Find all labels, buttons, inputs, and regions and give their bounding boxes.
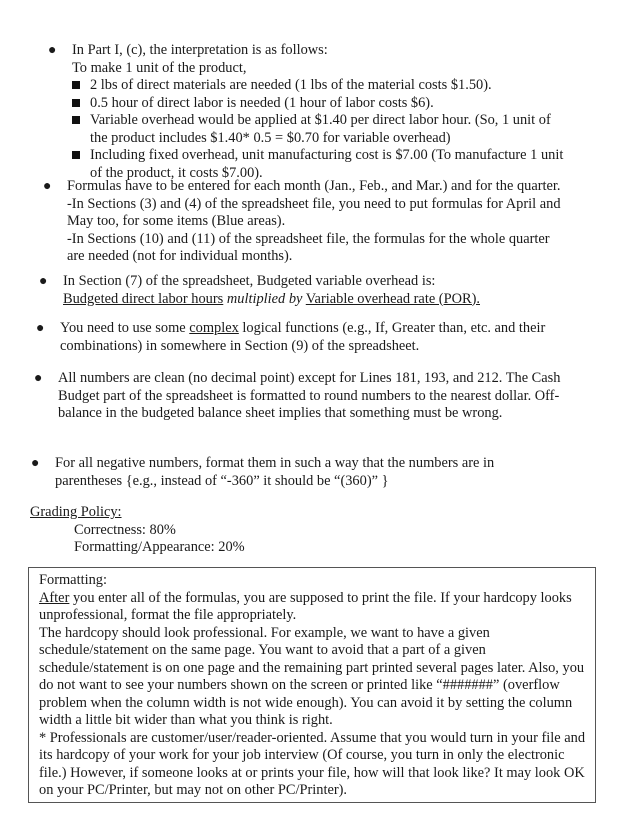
logical-text: You need to use some complex logical functions (e.g., If, Greater than, etc. and their combinations) in somewhere in Section (9) of the spreadsheet. <box>60 320 546 354</box>
square-bullet-icon <box>72 116 80 124</box>
part1-make: To make 1 unit of the product, <box>72 59 247 76</box>
bullet-dot: ● <box>43 179 52 194</box>
formatting-p2: The hardcopy should look professional. For example, we want to have a given schedule/statement on the same page. You want to avoid that a part of a given schedule/statement is on one page and the remaining part printed several pages later. Also, you do not want to see your numbers shown on the screen or printed like “#######” (overflow problem when the column width is not wide enough). You can avoid it by setting the column width a little bit wider than what you think is right. <box>39 624 585 728</box>
formulas-line1: Formulas have to be entered for each month (Jan., Feb., and Mar.) and for the quarter. <box>67 178 561 194</box>
bullet-logical <box>36 320 569 355</box>
bullet-formulas <box>43 178 564 266</box>
policy-title: Grading Policy: <box>30 504 122 520</box>
section7-line1: In Section (7) of the spreadsheet, Budgeted variable overhead is: <box>63 273 436 289</box>
square-bullet-icon <box>72 81 80 89</box>
bullet-dot: ● <box>34 371 43 386</box>
grading-policy <box>30 504 245 557</box>
bullet-dot: ● <box>48 43 57 58</box>
policy-formatting: Formatting/Appearance: 20% <box>74 539 245 555</box>
list-item: 2 lbs of direct materials are needed (1 lbs of the material costs $1.50). <box>76 77 564 95</box>
bullet-dot: ● <box>36 321 45 336</box>
bullet-section7 <box>39 273 564 308</box>
square-bullet-icon <box>72 151 80 159</box>
list-item: Variable overhead would be applied at $1.40 per direct labor hour. (So, 1 unit of the product includes $1.40* 0.5 = $0.70 for variable overhead) <box>76 112 564 147</box>
list-item: 0.5 hour of direct labor is needed (1 hour of labor costs $6). <box>76 95 564 113</box>
policy-correctness: Correctness: 80% <box>74 521 176 538</box>
part1-intro: In Part I, (c), the interpretation is as follows: <box>72 42 328 58</box>
section7-op: multiplied by <box>226 290 303 307</box>
bullet-negatives <box>31 455 564 490</box>
numbers-text: All numbers are clean (no decimal point) except for Lines 181, 193, and 212. The Cash Budget part of the spreadsheet is formatted to round numbers to the nearest dollar. Off-balance in the budgeted balance sheet implies that something must be wrong. <box>58 370 561 421</box>
formatting-p1: After you enter all of the formulas, you are supposed to print the file. If your hardcopy looks unprofessional, format the file appropriately. <box>39 589 572 623</box>
bullet-numbers <box>34 370 569 423</box>
bullet-dot: ● <box>31 456 40 471</box>
formulas-line3: -In Sections (10) and (11) of the spreadsheet file, the formulas for the whole quarter are needed (not for individual months). <box>67 230 550 264</box>
negatives-text: For all negative numbers, format them in such a way that the numbers are in parentheses {e.g., instead of “-360” it should be “(360)” } <box>55 455 495 489</box>
section7-term1: Budgeted direct labor hours <box>63 290 224 307</box>
section7-formula <box>63 291 564 309</box>
square-bullet-icon <box>72 99 80 107</box>
formatting-box <box>28 567 596 803</box>
list-item: Including fixed overhead, unit manufacturing cost is $7.00 (To manufacture 1 unit of the product, it costs $7.00). <box>76 147 564 182</box>
bullet-dot: ● <box>39 274 48 289</box>
formatting-title: Formatting: <box>39 572 107 588</box>
bullet-part1 <box>48 42 564 182</box>
formulas-line2: -In Sections (3) and (4) of the spreadsheet file, you need to put formulas for April and May too, for some items (Blue areas). <box>67 195 561 229</box>
formatting-p3: * Professionals are customer/user/reader-oriented. Assume that you would turn in your file and its hardcopy of your work for your job interview (Of course, you turn in only the electronic file.) However, if someone looks at or prints your file, how will that look like? It may look OK on your PC/Printer, but may not on other PC/Printer). <box>39 729 586 798</box>
section7-term2: Variable overhead rate (POR). <box>305 290 480 307</box>
